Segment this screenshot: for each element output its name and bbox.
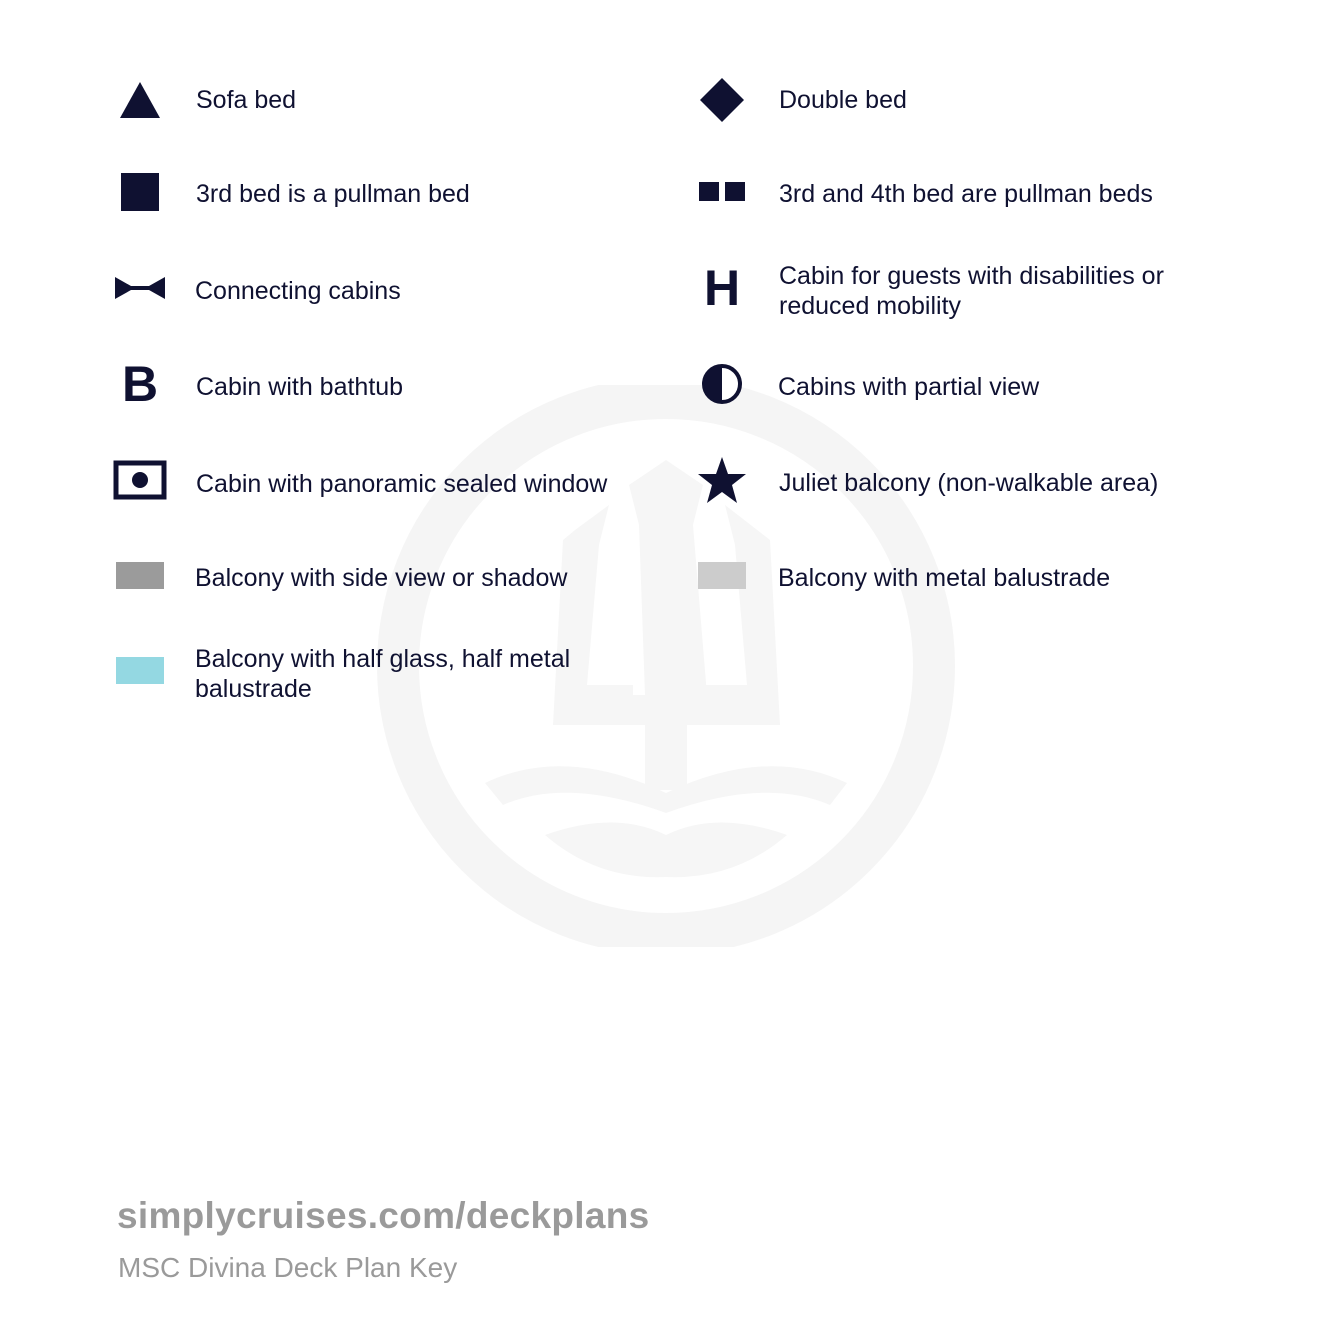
- diamond-icon: [692, 70, 752, 130]
- half-circle-icon: [692, 354, 752, 414]
- legend-label: 3rd and 4th bed are pullman beds: [779, 180, 1153, 208]
- legend-item-juliet-balcony: [692, 450, 1212, 510]
- legend-label: Cabins with partial view: [778, 373, 1040, 401]
- legend-item-sofa-bed: [110, 70, 650, 130]
- legend-label: Cabin with panoramic sealed window: [196, 470, 608, 498]
- legend-label: Cabin with bathtub: [196, 373, 404, 401]
- legend-label: Sofa bed: [196, 86, 297, 114]
- legend-label: Balcony with half glass, half metal balustrade: [195, 645, 571, 703]
- legend-item-bathtub: [110, 354, 650, 414]
- light-gray-swatch-icon: [692, 545, 752, 605]
- dark-gray-swatch-icon: [110, 545, 170, 605]
- legend-item-side-view-balcony: [110, 545, 650, 605]
- swatch: [698, 562, 746, 589]
- triangle-icon: [110, 70, 170, 130]
- legend-label: 3rd bed is a pullman bed: [196, 180, 470, 208]
- cyan-swatch-icon: [110, 640, 170, 700]
- legend-item-accessible-cabin: [692, 258, 1222, 318]
- legend-label: Juliet balcony (non-walkable area): [779, 469, 1159, 497]
- square-icon: [110, 162, 170, 222]
- b-letter-icon: B: [121, 356, 159, 412]
- legend-item-panoramic-window: [110, 450, 650, 510]
- legend-item-metal-balustrade: [692, 545, 1212, 605]
- window-icon: [110, 450, 170, 510]
- site-url: simplycruises.com/deckplans: [117, 1195, 650, 1236]
- connecting-icon: [110, 258, 170, 318]
- legend-item-pullman-bed: [110, 162, 650, 222]
- star-icon: [692, 450, 752, 510]
- legend-item-double-bed: [692, 70, 1212, 130]
- legend-item-connecting-cabins: [110, 258, 650, 318]
- swatch: [116, 562, 164, 589]
- double-square-icon: [692, 162, 752, 222]
- legend-label: Balcony with side view or shadow: [195, 564, 568, 592]
- legend-label: Balcony with metal balustrade: [778, 564, 1111, 592]
- swatch: [116, 657, 164, 684]
- h-letter-icon: H: [703, 260, 741, 316]
- legend-item-partial-view: [692, 354, 1212, 414]
- page-subtitle: MSC Divina Deck Plan Key: [118, 1252, 458, 1283]
- legend-item-two-pullman-beds: [692, 162, 1212, 222]
- legend-label: Double bed: [779, 86, 907, 114]
- legend-label: Cabin for guests with disabilities or reduced mobility: [779, 262, 1164, 320]
- legend-item-half-glass-balcony: [110, 640, 650, 703]
- legend-label: Connecting cabins: [195, 277, 401, 305]
